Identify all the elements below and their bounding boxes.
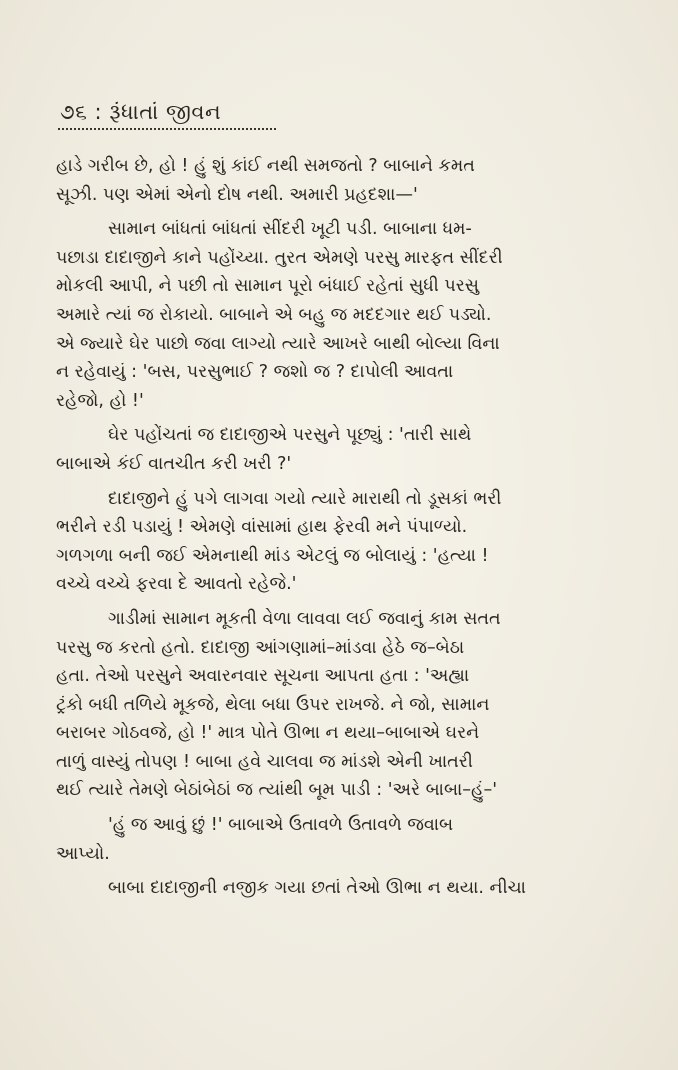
paragraph bbox=[56, 874, 638, 903]
text-line: હાડે ગરીબ છે, હો ! હું શું કાંઈ નથી સમજતો ? બાબાને કમત bbox=[56, 156, 475, 176]
text-line: 'હું જ આવું છું !' બાબાએ ઉતાવળે ઉતાવળે જવાબ bbox=[108, 815, 454, 836]
text-line: બરાબર ગોઠવજે, હો !' માત્ર પોતે ઊભા ન થયા–બાબાએ ઘરને bbox=[56, 723, 480, 744]
text-line: બાબાએ કંઈ વાતચીત કરી ખરી ?' bbox=[56, 453, 292, 474]
text-line: બાબા દાદાજીની નજીક ગયા છતાં તેઓ ઊભા ન થયા. નીચા bbox=[108, 878, 526, 899]
text-line: ન રહેવાયું : 'બસ, પરસુભાઈ ? જશો જ ? દાપોલી આવતા bbox=[56, 362, 454, 383]
text-line: ઘેર પહોંચતાં જ દાદાજીએ પરસુને પૂછ્યું : 'તારી સાથે bbox=[108, 425, 472, 446]
text-line: હતા. તેઓ પરસુને અવારનવાર સૂચના આપતા હતા : 'અહ્યા bbox=[56, 666, 470, 687]
text-line: મોકલી આપી, ને પછી તો સામાન પૂરો બંધાઈ રહેતાં સુધી પરસુ bbox=[56, 276, 479, 297]
text-line: પછાડા દાદાજીને કાને પહોંચ્યા. તુરત એમણે પરસુ મારફત સીંદરી bbox=[56, 247, 503, 268]
text-line: પરસુ જ કરતો હતો. દાદાજી આંગણામાં–માંડવા હેઠે જ–બેઠા bbox=[56, 637, 465, 658]
text-line: ભરીને રડી પડાયું ! એમણે વાંસામાં હાથ ફેરવી મને પંપાળ્યો. bbox=[56, 517, 468, 538]
text-line: વચ્ચે વચ્ચે ફરવા દે આવતો રહેજે.' bbox=[56, 574, 297, 595]
header-dotted-rule bbox=[58, 128, 276, 130]
paragraph bbox=[56, 152, 638, 209]
text-line: થઈ ત્યારે તેમણે બેઠાંબેઠાં જ ત્યાંથી બૂમ પાડી : 'અરે બાબા–હું–' bbox=[56, 780, 498, 801]
text-line: આપ્યો. bbox=[56, 843, 110, 864]
text-line: ગાડીમાં સામાન મૂકતી વેળા લાવવા લઈ જવાનું કામ સતત bbox=[108, 608, 501, 629]
body-text bbox=[56, 152, 638, 909]
page-number: ૭૬ bbox=[60, 100, 88, 124]
header-separator: : bbox=[94, 100, 103, 124]
text-line: ગળગળા બની જઈ એમનાથી માંડ એટલું જ બોલાયું : 'હત્યા ! bbox=[56, 545, 489, 566]
text-line: દાદાજીને હું પગે લાગવા ગયો ત્યારે મારાથી તો ડૂસકાં ભરી bbox=[108, 488, 502, 509]
page-header bbox=[60, 100, 221, 125]
text-line: સૂઝી. પણ એમાં એનો દોષ નથી. અમારી પ્રહદશા—' bbox=[56, 184, 418, 205]
paragraph bbox=[56, 215, 638, 415]
text-line: રહેજો, હો !' bbox=[56, 390, 144, 411]
text-line: અમારે ત્યાં જ રોકાયો. બાબાને એ બહુ જ મદદગાર થઈ પડ્યો. bbox=[56, 304, 492, 325]
paragraph bbox=[56, 811, 638, 868]
text-line: એ જ્યારે ઘેર પાછો જવા લાગ્યો ત્યારે આખરે બાથી બોલ્યા વિના bbox=[56, 333, 500, 354]
paragraph bbox=[56, 605, 638, 805]
text-line: સામાન બાંધતાં બાંધતાં સીંદરી ખૂટી પડી. બાબાના ધમ- bbox=[108, 219, 472, 240]
running-title: રૂંધાતાં જીવન bbox=[109, 100, 222, 124]
paragraph bbox=[56, 485, 638, 599]
paragraph bbox=[56, 421, 638, 478]
text-line: તાળું વાસ્યું તોપણ ! બાબા હવે ચાલવા જ માંડશે એની ખાતરી bbox=[56, 751, 473, 772]
text-line: ટ્રંકો બધી તળિયે મૂકજે, થેલા બધા ઉપર રાખજે. ને જો, સામાન bbox=[56, 694, 490, 715]
